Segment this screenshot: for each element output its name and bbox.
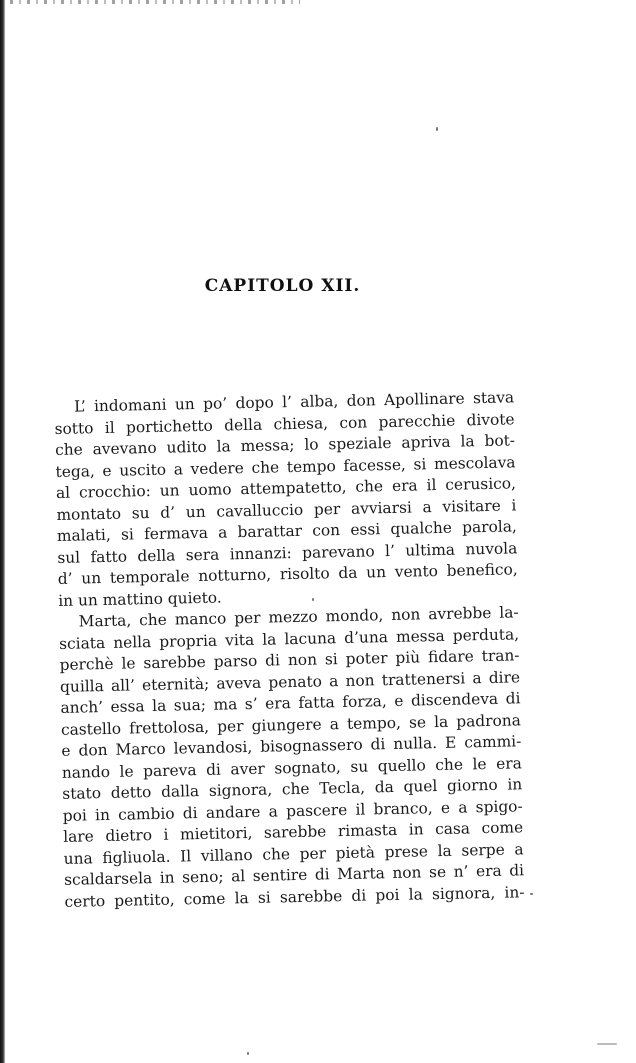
text-line: Marta, che manco per mezzo mondo, non avrebbe la- xyxy=(78,603,519,631)
text-line: in un mattino quieto. xyxy=(58,588,222,610)
text-line: che avevano udito la messa; lo speziale apriva la bot- xyxy=(54,431,516,459)
ink-speck xyxy=(247,1052,249,1055)
text-line: e don Marco levandosi, bisognassero di nulla. E cammi- xyxy=(61,732,522,760)
text-line: anch’ essa la sua; ma s’ era fatta forza, e discendeva di xyxy=(60,689,521,717)
text-line: nando le pareva di aver sognato, su quello che le era xyxy=(61,753,522,782)
page-left-edge xyxy=(0,0,5,1063)
chapter-title: CAPITOLO XII. xyxy=(204,276,361,296)
ink-speck xyxy=(597,1043,617,1045)
text-line: una figliuola. Il villano che per pietà prese la serpe a xyxy=(63,839,524,868)
text-line: castello frettolosa, per giungere a tempo, se la padrona xyxy=(60,710,522,739)
ink-speck xyxy=(530,893,533,895)
text-line: tega, e uscito a vedere che tempo facesse, si mescolava xyxy=(55,452,516,481)
text-line: poi in cambio di andare a pascere il branco, e a spigo- xyxy=(62,796,523,825)
text-line: malati, si fermava a barattar con essi qualche parola, xyxy=(56,517,517,545)
ink-speck xyxy=(436,127,438,131)
text-line: sul fatto della sera innanzi: parevano l’ ultima nuvola xyxy=(57,538,518,567)
page-top-smudge xyxy=(10,0,300,4)
text-line: scaldarsela in seno; al sentire di Marta non se n’ era di xyxy=(63,861,525,889)
text-line: perchè le sarebbe parso di non si poter più fidare tran- xyxy=(59,646,520,674)
body-text xyxy=(54,387,525,913)
text-line: L’ indomani un po’ dopo l’ alba, don Apollinare stava xyxy=(74,388,515,416)
text-line: quilla all’ eternità; aveva penato a non trattenersi a dire xyxy=(59,667,521,696)
paragraph-1 xyxy=(54,387,518,612)
paragraph-2 xyxy=(59,602,525,913)
text-line: certo pentito, come la si sarebbe di poi la signora, in- xyxy=(64,882,525,911)
text-line: stato detto dalla signora, che Tecla, da quel giorno in xyxy=(62,775,523,803)
text-line: lare dietro i mietitori, sarebbe rimasta in casa come xyxy=(63,818,524,846)
text-line: sotto il portichetto della chiesa, con parecchie divote xyxy=(54,409,515,438)
text-line: d’ un temporale notturno, risolto da un vento benefico, xyxy=(57,560,518,588)
text-line: al crocchio: un uomo attempatetto, che era il cerusico, xyxy=(55,474,517,502)
text-line: sciata nella propria vita la lacuna d’una messa perduta, xyxy=(58,624,520,653)
text-line: montato su d’ un cavalluccio per avviarsi a visitare i xyxy=(56,495,517,524)
